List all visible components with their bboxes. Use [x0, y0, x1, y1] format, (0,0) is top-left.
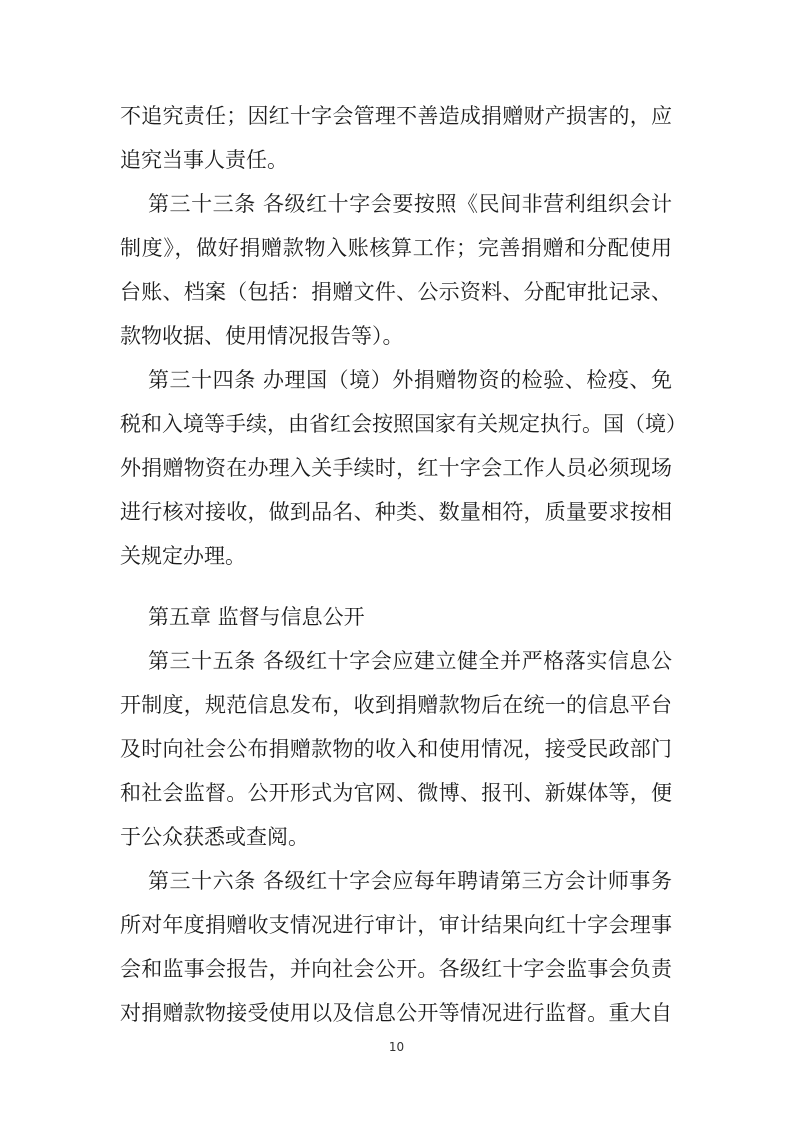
- page-number: 10: [388, 1040, 405, 1054]
- text-line: 不追究责任；因红十字会管理不善造成捐赠财产损害的，应: [120, 104, 672, 128]
- text-line: 所对年度捐赠收支情况进行审计，审计结果向红十字会理事: [120, 913, 672, 937]
- text-line: 开制度，规范信息发布，收到捐赠款物后在统一的信息平台: [120, 693, 672, 717]
- text-line: 外捐赠物资在办理入关手续时，红十字会工作人员必须现场: [120, 456, 672, 480]
- text-line: 对捐赠款物接受使用以及信息公开等情况进行监督。重大自: [120, 1001, 672, 1025]
- text-line: 款物收据、使用情况报告等）。: [120, 324, 404, 348]
- text-line: 于公众获悉或查阅。: [120, 825, 309, 849]
- article-34-heading-line: 第三十四条 办理国（境）外捐赠物资的检验、检疫、免: [148, 368, 672, 392]
- article-36-heading-line: 第三十六条 各级红十字会应每年聘请第三方会计师事务: [148, 869, 672, 893]
- text-line: 制度》，做好捐赠款物入账核算工作；完善捐赠和分配使用: [120, 236, 672, 260]
- text-line: 关规定办理。: [120, 544, 246, 568]
- chapter-heading: 第五章 监督与信息公开: [148, 605, 365, 629]
- article-33-heading-line: 第三十三条 各级红十字会要按照《民间非营利组织会计: [148, 192, 672, 216]
- text-line: 会和监事会报告，并向社会公开。各级红十字会监事会负责: [120, 957, 672, 981]
- text-line: 台账、档案（包括：捐赠文件、公示资料、分配审批记录、: [120, 280, 672, 304]
- text-line: 税和入境等手续，由省红会按照国家有关规定执行。国（境）: [120, 412, 687, 436]
- text-line: 进行核对接收，做到品名、种类、数量相符，质量要求按相: [120, 500, 672, 524]
- text-line: 及时向社会公布捐赠款物的收入和使用情况，接受民政部门: [120, 737, 672, 761]
- text-line: 追究当事人责任。: [120, 148, 288, 172]
- text-line: 和社会监督。公开形式为官网、微博、报刊、新媒体等，便: [120, 781, 672, 805]
- article-35-heading-line: 第三十五条 各级红十字会应建立健全并严格落实信息公: [148, 649, 672, 673]
